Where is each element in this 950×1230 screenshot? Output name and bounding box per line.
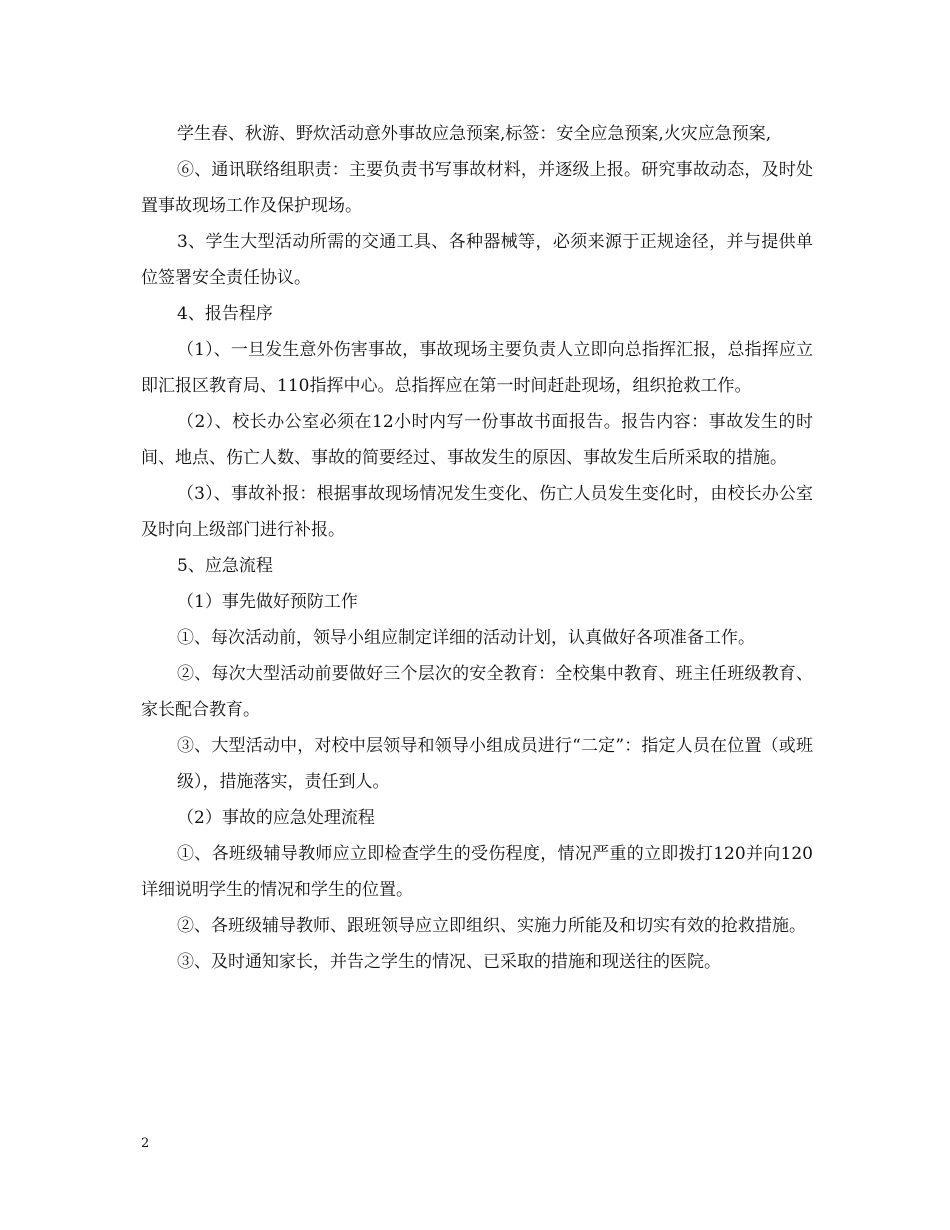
paragraph-intro: 学生春、秋游、野炊活动意外事故应急预案,标签：安全应急预案,火灾应急预案, [177, 124, 772, 144]
paragraph-report-step-2: （2）、校长办公室必须在12小时内写一份事故书面报告。报告内容：事故发生的时间、地点、伤亡人数、事故的简要经过、事故发生的原因、事故发生后所采取的措施。 [141, 412, 813, 468]
subheading-handling-flow: （2）事故的应急处理流程 [177, 808, 375, 828]
paragraph-transport-equipment: 3、学生大型活动所需的交通工具、各种器械等，必须来源于正规途径，并与提供单位签署安全责任协议。 [141, 232, 813, 288]
subheading-prevention: （1）事先做好预防工作 [177, 592, 358, 612]
heading-report-procedure: 4、报告程序 [177, 304, 273, 324]
paragraph-communication-duty: ⑥、通讯联络组职责：主要负责书写事故材料，并逐级上报。研究事故动态，及时处置事故现场工作及保护现场。 [141, 160, 813, 216]
paragraph-prevention-1: ①、每次活动前，领导小组应制定详细的活动计划，认真做好各项准备工作。 [177, 628, 755, 648]
heading-emergency-flow: 5、应急流程 [177, 556, 273, 576]
document-body [141, 116, 813, 980]
paragraph-prevention-2: ②、每次大型活动前要做好三个层次的安全教育：全校集中教育、班主任班级教育、家长配合教育。 [141, 664, 813, 720]
page-number: 2 [141, 1136, 150, 1151]
paragraph-report-step-1: （1）、一旦发生意外伤害事故，事故现场主要负责人立即向总指挥汇报，总指挥应立即汇报区教育局、110指挥中心。总指挥应在第一时间赶赴现场，组织抢救工作。 [141, 340, 813, 396]
paragraph-prevention-3: ③、大型活动中，对校中层领导和领导小组成员进行“二定”：指定人员在位置（或班级），措施落实，责任到人。 [177, 736, 813, 792]
paragraph-report-step-3: （3）、事故补报：根据事故现场情况发生变化、伤亡人员发生变化时，由校长办公室及时向上级部门进行补报。 [141, 484, 813, 540]
paragraph-handling-3: ③、及时通知家长，并告之学生的情况、已采取的措施和现送往的医院。 [177, 952, 721, 972]
paragraph-handling-1: ①、各班级辅导教师应立即检查学生的受伤程度，情况严重的立即拨打120并向120详细说明学生的情况和学生的位置。 [141, 844, 813, 900]
paragraph-handling-2: ②、各班级辅导教师、跟班领导应立即组织、实施力所能及和切实有效的抢救措施。 [177, 916, 806, 936]
